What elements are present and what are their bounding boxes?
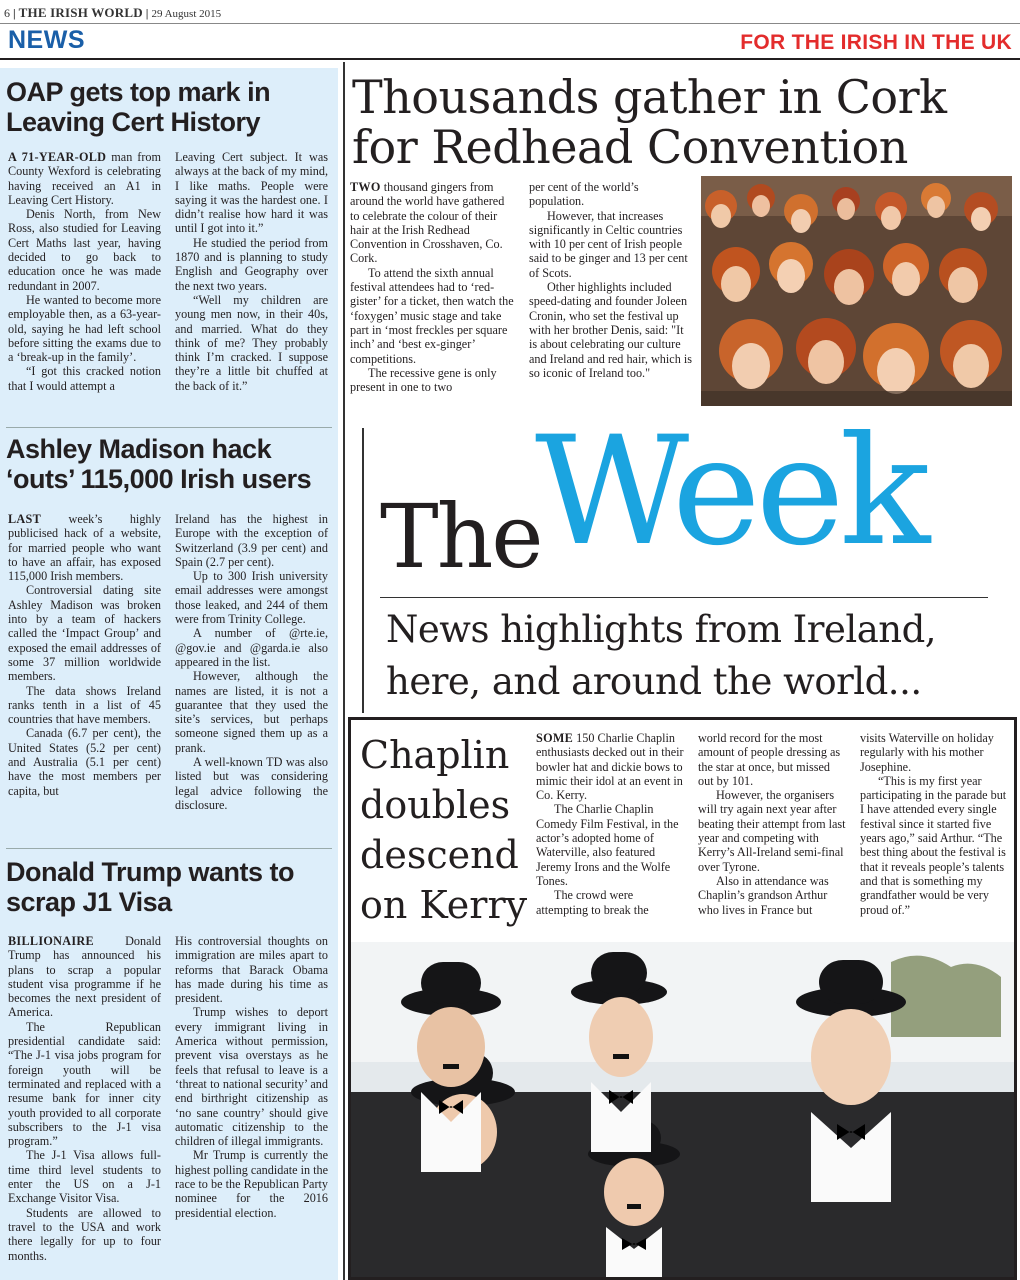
article-divider [6, 427, 332, 428]
week-rule [380, 597, 988, 598]
week-wordmark: Week [535, 405, 926, 579]
oap-lead: A 71-YEAR-OLD [8, 150, 107, 164]
trump-headline: Donald Trump wants to scrap J1 Visa [6, 857, 295, 917]
redhead-crowd-illustration [701, 176, 1012, 406]
trump-article-body [8, 934, 328, 1263]
chaplin-lookalikes-illustration [351, 942, 1014, 1277]
chaplin-column-1: SOME 150 Charlie Chaplin enthusiasts decked out in their bowler hat and dickie bows to mimic their idol at an event in Co. Kerry. The Charlie Chaplin Comedy Film Festival, in the actor’s adopted home of Waterville, also featured Jeremy Irons and the Wolfe Tones. The crowd were attempting to break the [536, 731, 684, 917]
oap-headline: OAP gets top mark in Leaving Cert History [6, 77, 271, 137]
strapline: FOR THE IRISH IN THE UK [740, 31, 1012, 54]
chaplin-article-body [536, 731, 1010, 917]
chaplin-column-2: world record for the most amount of people dressing as the star at once, but missed out by 101. However, the organisers will try again next year after beating their attempt from last year and competing with Kerry’s All-Ireland semi-final over Tyrone. Also in attendance was Chaplin’s grandson Arthur who lives in France but [698, 731, 846, 917]
cork-lead: TWO [350, 180, 381, 194]
chaplin-column-3: visits Waterville on holiday regularly with his mother Josephine. “This is my first year participating in the parade but I have attended every single festival since it started five years ago,” said Arthur. “The best thing about the festival is that it reveals people’s talents and that is something my grandfather would be very proud of.” [860, 731, 1007, 917]
ashley-lead: LAST [8, 512, 42, 526]
chaplin-headline: Chaplin doubles descend on Kerry [360, 733, 528, 927]
oap-column-1: A 71-YEAR-OLD man from County Wexford is celebrating having received an A1 in Leaving Cert History. Denis North, from New Ross, also studied for Leaving Cert Maths last year, having decided to go back to education once he was made redundant in 2007. He wanted to become more employable then, as a 63-year-old, saying he had left school before sitting the exams due to a ‘break-up in the family’. “I got this cracked notion that I would attempt a [8, 150, 161, 393]
oap-column-2: Leaving Cert subject. It was always at the back of my mind, I like maths. People were saying it was the hardest one. I didn’t realise how hard it was until I got into it.” He studied the period from 1870 and is planning to study English and Geography over the next two years. “Well my children are young men now, in their 40s, and married. What do they think of me? They probably think I’m cracked. I suppose they’re a little bit chuffed at the back of it.” [175, 150, 328, 393]
cork-column-2: per cent of the world’s population. However, that increases significantly in Celtic countries with 10 per cent of Irish people said to be ginger and 13 per cent of Scots. Other highlights included speed-dating and founder Joleen Cronin, who set the festival up with her brother Denis, said: "It is about celebrating our culture and Ireland and red hair, which is so iconic of Ireland too." [529, 180, 692, 380]
ashley-column-1: LAST week’s highly publicised hack of a website, for married people who want to have an affair, has exposed 115,000 Irish members. Controversial dating site Ashley Madison was broken into by a team of hackers called the ‘Impact Group’ and exposed the email addresses of some 37 million worldwide members. The data shows Ireland ranks tenth in a list of 45 countries that have members. Canada (6.7 per cent), the United States (5.2 per cent) and Australia (5.1 per cent) have the most members per capita, but [8, 512, 161, 798]
chaplin-lead: SOME [536, 731, 574, 745]
cork-article-body [350, 180, 695, 394]
trump-column-1: BILLIONAIRE Donald Trump has announced his plans to scrap a popular student visa programme if he becomes the next president of America. The Republican presidential candidate said: “The J-1 visa jobs program for foreign youth will be terminated and replaced with a resume bank for inner city youth provided to all corporate subscribers to the J-1 visa program.” The J-1 Visa allows full-time third level students to enter the US on a J-1 Exchange Visitor Visa. Students are allowed to travel to the USA and work there legally for up to four months. [8, 934, 161, 1263]
ashley-headline: Ashley Madison hack ‘outs’ 115,000 Irish users [6, 434, 312, 494]
cork-column-1: TWO thousand gingers from around the world have gathered to celebrate the colour of their hair at the Irish Redhead Convention in Crosshaven, Co. Cork. To attend the sixth annual festival attendees had to ‘red-gister’ for a ticket, then watch the ‘foxygen’ music stage and take part in ‘most freckles per square inch’ and ‘best ex-ginger’ competitions. The recessive gene is only present in one to two [350, 180, 514, 395]
trump-column-2: His controversial thoughts on immigration are miles apart to reforms that Barack Obama has made during his time as president. Trump wishes to deport every immigrant living in America without permission, prevent visa overstays as he feels that refusal to leave is a ‘threat to national security’ and end birthright citizenship as ‘no sane country’ should give automatic citizenship to the children of illegal immigrants. Mr Trump is currently the highest polling candidate in the race to be the Republican Party nominee for the 2016 presidential election. [175, 934, 328, 1220]
page-number: 6 [4, 6, 10, 20]
oap-article-body [8, 150, 328, 393]
column-divider [343, 62, 345, 1280]
cork-headline: Thousands gather in Cork for Redhead Convention [352, 70, 947, 174]
ashley-column-2: Ireland has the highest in Europe with the exception of Switzerland (3.9 per cent) and Spain (2.7 per cent). Up to 300 Irish university email addresses were amongst those leaked, and 244 of them were from Trinity College. A number of @rte.ie, @gov.ie and @garda.ie also appeared in the list. However, although the names are listed, it is not a guarantee that they used the site’s services, but perhaps someone signed them up as a prank. A well-known TD was also listed but was considering legal advice following the disclosure. [175, 512, 328, 812]
section-label: NEWS [8, 26, 85, 54]
issue-date: 29 August 2015 [151, 8, 222, 20]
paper-name: THE IRISH WORLD [18, 5, 143, 20]
section-rule [0, 58, 1020, 60]
page-folio: 6 | THE IRISH WORLD | 29 August 2015 [4, 5, 222, 20]
chaplin-photo [351, 942, 1014, 1277]
trump-lead: BILLIONAIRE [8, 934, 94, 948]
the-wordmark: The [380, 485, 542, 588]
ashley-article-body [8, 512, 328, 812]
header-rule [0, 23, 1020, 24]
redhead-crowd-photo [701, 176, 1012, 406]
week-subtitle: News highlights from Ireland, here, and around the world... [386, 608, 937, 703]
article-divider [6, 848, 332, 849]
